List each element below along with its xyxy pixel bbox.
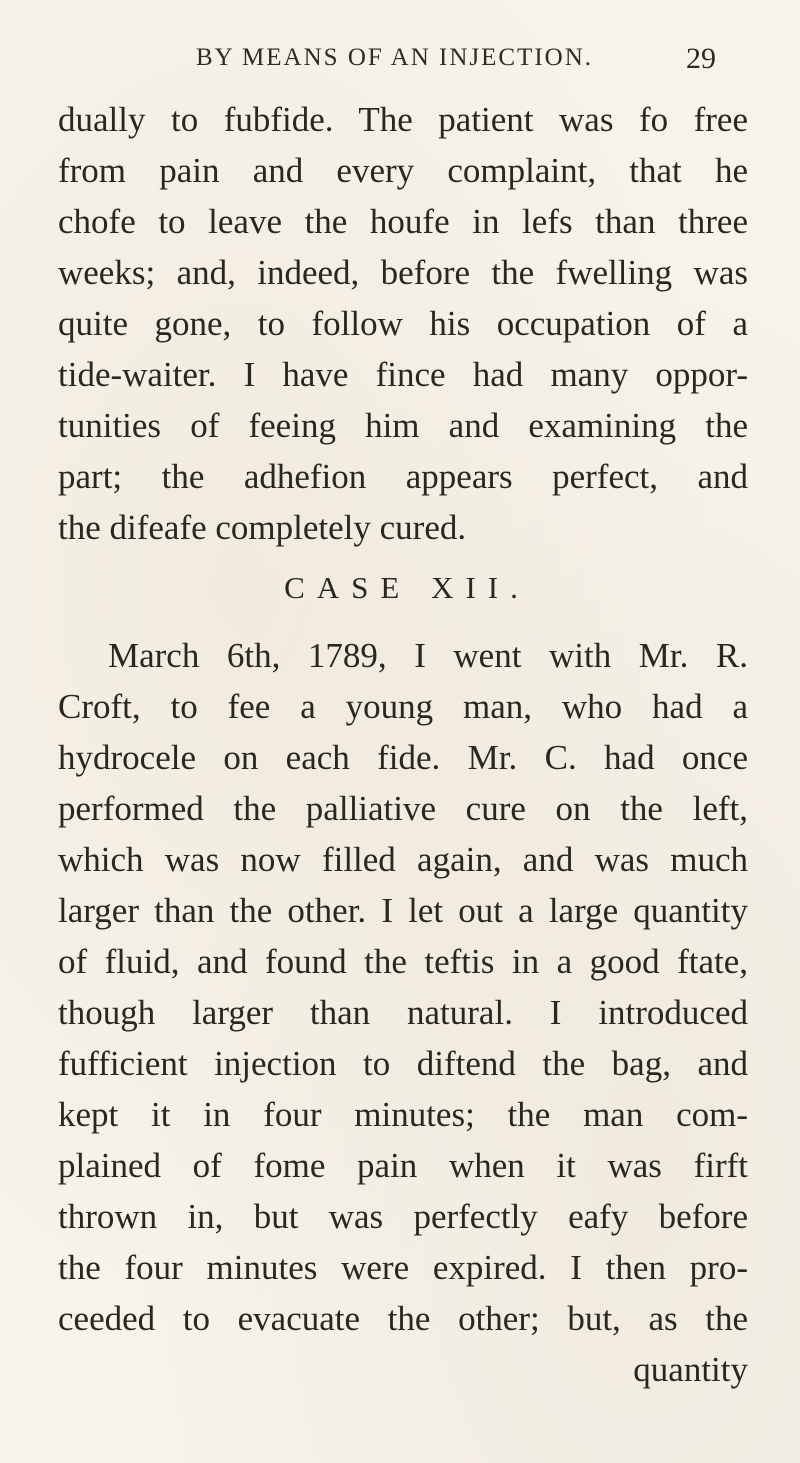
- case-heading: CASE XII.: [284, 570, 530, 605]
- text-line: tunities of feeing him and examining the: [58, 406, 748, 445]
- text-line: hydrocele on each fide. Mr. C. had once: [58, 738, 748, 777]
- text-line: March 6th, 1789, I went with Mr. R.: [108, 636, 748, 675]
- text-line: chofe to leave the houfe in lefs than three: [58, 202, 748, 241]
- text-line: tide-waiter. I have fince had many oppor-: [58, 355, 748, 394]
- case-paragraph: [58, 630, 748, 1395]
- text-line: of fluid, and found the teftis in a good ftate,: [58, 942, 748, 981]
- text-line: ceeded to evacuate the other; but, as the: [58, 1299, 748, 1338]
- text-line: larger than the other. I let out a large quantity: [58, 891, 748, 930]
- paragraph-continued: [58, 94, 748, 553]
- text-line: kept it in four minutes; the man com-: [58, 1095, 748, 1134]
- text-line: dually to fubfide. The patient was fo free: [58, 100, 748, 139]
- text-line: Croft, to fee a young man, who had a: [58, 687, 748, 726]
- catchword: quantity: [633, 1350, 748, 1389]
- text-line: fufficient injection to diftend the bag, and: [58, 1044, 748, 1083]
- running-title: BY MEANS OF AN INJECTION.: [196, 44, 594, 71]
- text-line: though larger than natural. I introduced: [58, 993, 748, 1032]
- text-line: part; the adhefion appears perfect, and: [58, 457, 748, 496]
- text-line: thrown in, but was perfectly eafy before: [58, 1197, 748, 1236]
- text-line: from pain and every complaint, that he: [58, 151, 748, 190]
- text-line: performed the palliative cure on the left,: [58, 789, 748, 828]
- page-number: 29: [686, 42, 716, 75]
- text-line: the four minutes were expired. I then pro-: [58, 1248, 748, 1287]
- text-line: quite gone, to follow his occupation of a: [58, 304, 748, 343]
- running-head: [0, 38, 800, 78]
- text-line: the difeafe completely cured.: [58, 508, 467, 547]
- text-line: plained of fome pain when it was firft: [58, 1146, 748, 1185]
- text-line: which was now filled again, and was much: [58, 840, 748, 879]
- text-line: weeks; and, indeed, before the fwelling was: [58, 253, 748, 292]
